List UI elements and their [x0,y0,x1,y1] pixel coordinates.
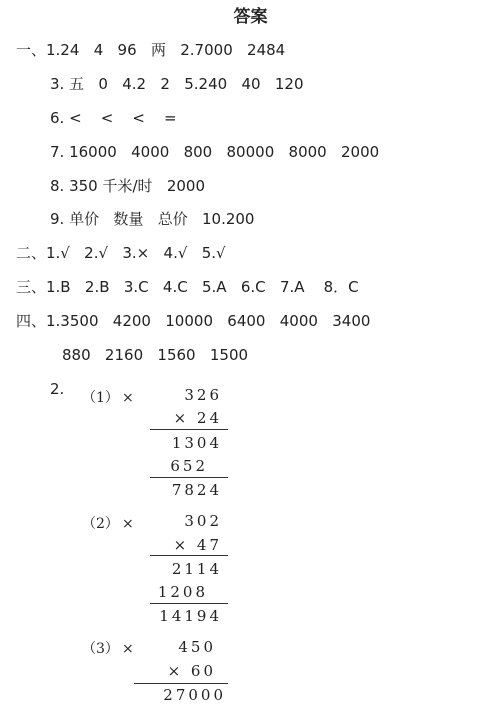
problem-3-result: 27000 [163,686,226,704]
question-2-label: 2. [50,380,65,398]
problem-2-operand1: 302 [184,512,222,530]
problem-2-partial-1: 2114 [171,560,222,578]
problem-1-partial-1: 1304 [171,434,222,452]
answer-line-1-7: 7. 16000 4000 800 80000 8000 2000 [50,143,380,161]
problem-3-operand1: 450 [178,638,216,656]
answer-line-3: 三、1.B 2.B 3.C 4.C 5.A 6.C 7.A 8．C [16,278,359,296]
problem-2-operand2: × 47 [173,536,222,554]
problem-1-rule-2 [150,477,228,478]
problem-2-rule-1 [150,555,228,556]
answer-line-2: 二、1.√ 2.√ 3.× 4.√ 5.√ [16,244,226,262]
answer-line-1-6: 6. < < < = [50,109,177,127]
answer-line-1-3: 3. 五 0 4.2 2 5.240 40 120 [50,75,304,93]
problem-2-label: （2） [82,516,119,532]
problem-1-operand1: 326 [184,386,222,404]
answer-line-4-1: 四、1.3500 4200 10000 6400 4000 3400 [16,312,371,330]
problem-3-operand2: × 60 [167,662,216,680]
answer-line-4-1-cont: 880 2160 1560 1500 [62,346,249,364]
problem-3-label: （3） [82,641,119,657]
problem-1-label: （1） [82,390,119,406]
problem-2-result: 14194 [159,607,222,625]
problem-1-operand2: × 24 [173,409,222,427]
problem-1-mark: × [122,390,134,406]
page-title: 答案 [233,7,268,27]
problem-1-partial-2: 652 [170,457,208,475]
answer-line-1-8: 8. 350 千米/时 2000 [50,177,206,195]
problem-2-mark: × [122,516,134,532]
problem-1-rule-1 [150,429,228,430]
problem-3-mark: × [122,641,134,657]
problem-2-partial-2: 1208 [157,583,208,601]
answer-line-1-1: 一、1.24 4 96 两 2.7000 2484 [16,41,286,59]
problem-1-result: 7824 [171,481,222,499]
problem-3-rule-1 [134,683,228,684]
problem-2-rule-2 [150,603,228,604]
answer-line-1-9: 9. 单价 数量 总价 10.200 [50,210,255,228]
